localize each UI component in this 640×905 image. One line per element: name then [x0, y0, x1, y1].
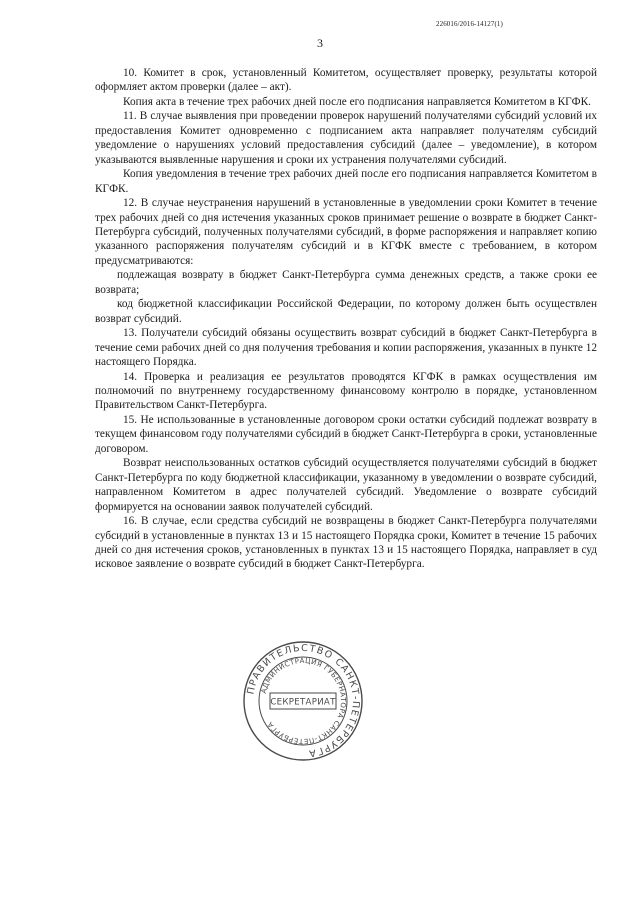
paragraph-10: 10. Комитет в срок, установленный Комитетом, осуществляет проверку, результаты которой оформляет актом проверки (далее – акт). — [95, 67, 597, 94]
page-number: 3 — [317, 36, 323, 50]
document-code: 226016/2016-14127(1) — [436, 20, 503, 28]
paragraph-16: 16. В случае, если средства субсидий не возвращены в бюджет Санкт-Петербурга получателями субсидий в установленные в пунктах 13 и 15 настоящего Порядка сроки, Комитет в течение 15 рабочих дней со дня истечения сроков, установленных в пунктах 13 и 15 настоящего Порядка, направляет в суд исковое заявление о возврате субсидий в бюджет Санкт-Петербурга. — [95, 515, 597, 571]
paragraph-12-item-amount: подлежащая возврату в бюджет Санкт-Петербурга сумма денежных средств, а также сроки ее возврата; — [95, 269, 597, 296]
stamp-seal-graphic — [241, 639, 365, 763]
paragraph-notice-copy: Копия уведомления в течение трех рабочих дней после его подписания направляется Комитетом в КГФК. — [95, 168, 597, 195]
secretariat-stamp — [241, 639, 365, 763]
paragraph-14: 14. Проверка и реализация ее результатов проводятся КГФК в рамках осуществления им полномочий по внутреннему государственному финансовому контролю в порядке, установленном Правительством Санкт-Петербурга. — [95, 370, 597, 412]
paragraph-15-return: Возврат неиспользованных остатков субсидий осуществляется получателями субсидий в бюджет Санкт-Петербурга по коду бюджетной классификации, указанному в уведомлении о возврате субсидий, направленном Комитетом в адрес получателей субсидий. Уведомление о возврате субсидий формируется на основании заявок получателей субсидий. — [95, 457, 597, 513]
stamp-inner-text: АДМИНИСТРАЦИЯ ГУБЕРНАТОРА САНКТ-ПЕТЕРБУРГА — [259, 656, 348, 746]
paragraph-12-item-code: код бюджетной классификации Российской Федерации, по которому должен быть осуществлен возврат субсидий. — [95, 298, 597, 325]
paragraph-act-copy: Копия акта в течение трех рабочих дней после его подписания направляется Комитетом в КГФК. — [123, 95, 591, 108]
paragraph-11: 11. В случае выявления при проведении проверок нарушений получателями субсидий условий их предоставления Комитет одновременно с подписанием акта направляет получателям субсидий уведомление о нарушениях условий предоставления субсидий (далее – уведомление), в котором указываются выявленные нарушения и сроки их устранения получателями субсидий. — [95, 110, 597, 166]
paragraph-15: 15. Не использованные в установленные договором сроки остатки субсидий подлежат возврату в текущем финансовом году получателями субсидий в бюджет Санкт-Петербурга в сроки, установленные договором. — [95, 413, 597, 455]
paragraph-12: 12. В случае неустранения нарушений в установленные в уведомлении сроки Комитет в течение трех рабочих дней со дня истечения указанных сроков принимает решение о возврате в бюджет Санкт-Петербурга субсидий, полученных получателями субсидий, в форме распоряжения и направляет копию указанного распоряжения получателям субсидий и в КГФК вместе с требованием, в котором предусматриваются: — [95, 197, 597, 267]
stamp-center-text: СЕКРЕТАРИАТ — [270, 697, 336, 708]
document-body — [95, 66, 597, 572]
stamp-outer-text: ПРАВИТЕЛЬСТВО САНКТ-ПЕТЕРБУРГА — [245, 642, 362, 759]
paragraph-13: 13. Получатели субсидий обязаны осуществить возврат субсидий в бюджет Санкт-Петербурга в течение семи рабочих дней со дня получения требования и копии распоряжения, указанных в пункте 12 настоящего Порядка. — [95, 327, 597, 369]
